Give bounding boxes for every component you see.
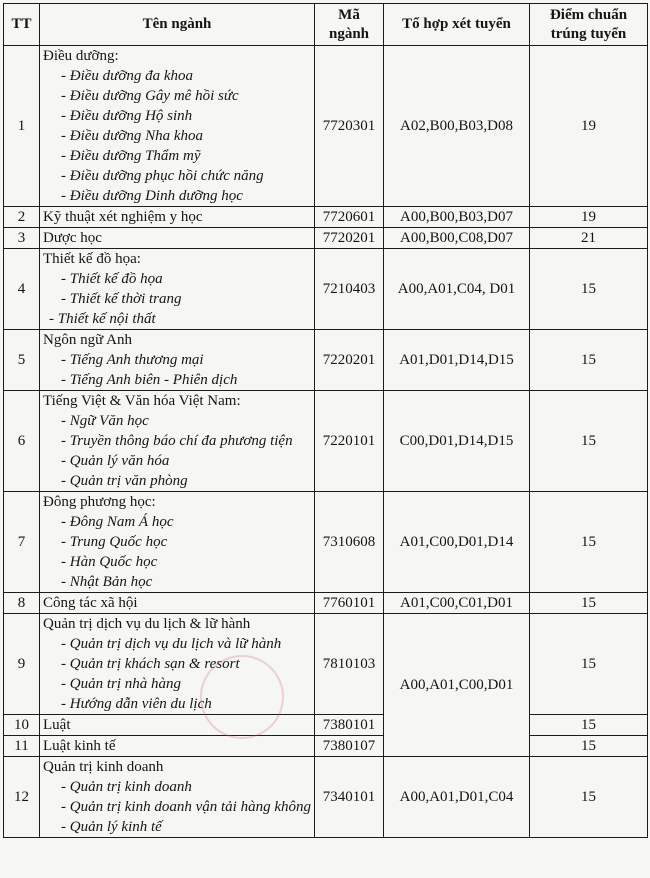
table-body [4, 46, 648, 838]
program-name [40, 715, 315, 736]
program-code: 7810103 [315, 614, 384, 715]
program-code: 7380101 [315, 715, 384, 736]
row-number: 10 [4, 715, 40, 736]
table-row [4, 46, 648, 207]
header-combo: Tổ hợp xét tuyển [384, 4, 530, 46]
table-row [4, 249, 648, 330]
cutoff-score: 15 [530, 736, 648, 757]
subject-combination: A00,A01,D01,C04 [384, 757, 530, 838]
table-row [4, 736, 648, 757]
program-specialization: - Quản lý văn hóa [43, 451, 311, 471]
program-specialization: - Quản trị dịch vụ du lịch và lữ hành [43, 634, 311, 654]
program-specialization: - Truyền thông báo chí đa phương tiện [43, 431, 311, 451]
cutoff-score: 15 [530, 249, 648, 330]
program-name [40, 736, 315, 757]
cutoff-score: 15 [530, 593, 648, 614]
program-name [40, 330, 315, 391]
program-title: Điều dưỡng: [43, 48, 119, 64]
table-row [4, 757, 648, 838]
row-number: 3 [4, 228, 40, 249]
program-title: Quản trị kinh doanh [43, 759, 164, 775]
program-name [40, 391, 315, 492]
table-row [4, 593, 648, 614]
table-row [4, 228, 648, 249]
row-number: 5 [4, 330, 40, 391]
row-number: 1 [4, 46, 40, 207]
program-title: Thiết kế đồ họa: [43, 251, 141, 267]
program-code: 7720301 [315, 46, 384, 207]
cutoff-score: 15 [530, 492, 648, 593]
program-title: Luật [43, 717, 71, 733]
program-title: Kỹ thuật xét nghiệm y học [43, 209, 203, 225]
subject-combination: C00,D01,D14,D15 [384, 391, 530, 492]
row-number: 7 [4, 492, 40, 593]
header-row [4, 4, 648, 46]
row-number: 12 [4, 757, 40, 838]
program-specialization: - Điều dưỡng Dinh dưỡng học [43, 186, 311, 206]
program-specialization: - Quản lý kinh tế [43, 817, 311, 837]
header-score: Điểm chuẩn trúng tuyển [530, 4, 648, 46]
program-specialization: - Thiết kế đồ họa [43, 269, 311, 289]
program-specialization: - Quản trị khách sạn & resort [43, 654, 311, 674]
program-specialization: - Thiết kế nội thất [43, 309, 311, 329]
subject-combination: A01,D01,D14,D15 [384, 330, 530, 391]
table-row [4, 614, 648, 715]
admissions-table [3, 3, 648, 838]
cutoff-score: 15 [530, 391, 648, 492]
program-specialization: - Đông Nam Á học [43, 512, 311, 532]
program-specialization: - Hàn Quốc học [43, 552, 311, 572]
program-title: Luật kinh tế [43, 738, 116, 754]
program-specialization: - Quản trị kinh doanh vận tải hàng không [43, 797, 311, 817]
program-name [40, 46, 315, 207]
program-title: Đông phương học: [43, 494, 156, 510]
subject-combination: A01,C00,D01,D14 [384, 492, 530, 593]
row-number: 8 [4, 593, 40, 614]
cutoff-score: 15 [530, 715, 648, 736]
program-name [40, 614, 315, 715]
program-specialization: - Điều dưỡng đa khoa [43, 66, 311, 86]
table-row [4, 492, 648, 593]
cutoff-score: 19 [530, 207, 648, 228]
table-row [4, 715, 648, 736]
table-row [4, 207, 648, 228]
program-specialization: - Hướng dẫn viên du lịch [43, 694, 311, 714]
row-number: 9 [4, 614, 40, 715]
program-name [40, 228, 315, 249]
program-name [40, 492, 315, 593]
program-specialization: - Ngữ Văn học [43, 411, 311, 431]
program-code: 7220101 [315, 391, 384, 492]
program-specialization: - Điều dưỡng phục hồi chức năng [43, 166, 311, 186]
program-code: 7720601 [315, 207, 384, 228]
program-specialization: - Điều dưỡng Nha khoa [43, 126, 311, 146]
program-code: 7340101 [315, 757, 384, 838]
program-specialization: - Quản trị nhà hàng [43, 674, 311, 694]
program-specialization: - Tiếng Anh biên - Phiên dịch [43, 370, 311, 390]
cutoff-score: 21 [530, 228, 648, 249]
program-name [40, 207, 315, 228]
cutoff-score: 15 [530, 614, 648, 715]
program-specialization: - Điều dưỡng Gây mê hồi sức [43, 86, 311, 106]
program-code: 7310608 [315, 492, 384, 593]
subject-combination: A00,A01,C00,D01 [384, 614, 530, 757]
program-title: Công tác xã hội [43, 595, 138, 611]
program-specialization: - Quản trị kinh doanh [43, 777, 311, 797]
program-title: Tiếng Việt & Văn hóa Việt Nam: [43, 393, 241, 409]
cutoff-score: 15 [530, 330, 648, 391]
program-title: Ngôn ngữ Anh [43, 332, 132, 348]
program-name [40, 249, 315, 330]
program-title: Quản trị dịch vụ du lịch & lữ hành [43, 616, 251, 632]
program-code: 7760101 [315, 593, 384, 614]
program-name [40, 593, 315, 614]
row-number: 6 [4, 391, 40, 492]
program-specialization: - Quản trị văn phòng [43, 471, 311, 491]
header-name: Tên ngành [40, 4, 315, 46]
row-number: 2 [4, 207, 40, 228]
program-specialization: - Tiếng Anh thương mại [43, 350, 311, 370]
row-number: 4 [4, 249, 40, 330]
program-code: 7380107 [315, 736, 384, 757]
header-tt: TT [4, 4, 40, 46]
cutoff-score: 19 [530, 46, 648, 207]
subject-combination: A00,B00,C08,D07 [384, 228, 530, 249]
program-name [40, 757, 315, 838]
program-specialization: - Trung Quốc học [43, 532, 311, 552]
cutoff-score: 15 [530, 757, 648, 838]
subject-combination: A00,A01,C04, D01 [384, 249, 530, 330]
table-row [4, 330, 648, 391]
row-number: 11 [4, 736, 40, 757]
program-code: 7220201 [315, 330, 384, 391]
program-specialization: - Điều dưỡng Hộ sinh [43, 106, 311, 126]
subject-combination: A01,C00,C01,D01 [384, 593, 530, 614]
program-specialization: - Thiết kế thời trang [43, 289, 311, 309]
program-title: Dược học [43, 230, 102, 246]
program-code: 7720201 [315, 228, 384, 249]
table-row [4, 391, 648, 492]
header-code: Mã ngành [315, 4, 384, 46]
program-code: 7210403 [315, 249, 384, 330]
subject-combination: A00,B00,B03,D07 [384, 207, 530, 228]
subject-combination: A02,B00,B03,D08 [384, 46, 530, 207]
program-specialization: - Điều dưỡng Thẩm mỹ [43, 146, 311, 166]
program-specialization: - Nhật Bản học [43, 572, 311, 592]
